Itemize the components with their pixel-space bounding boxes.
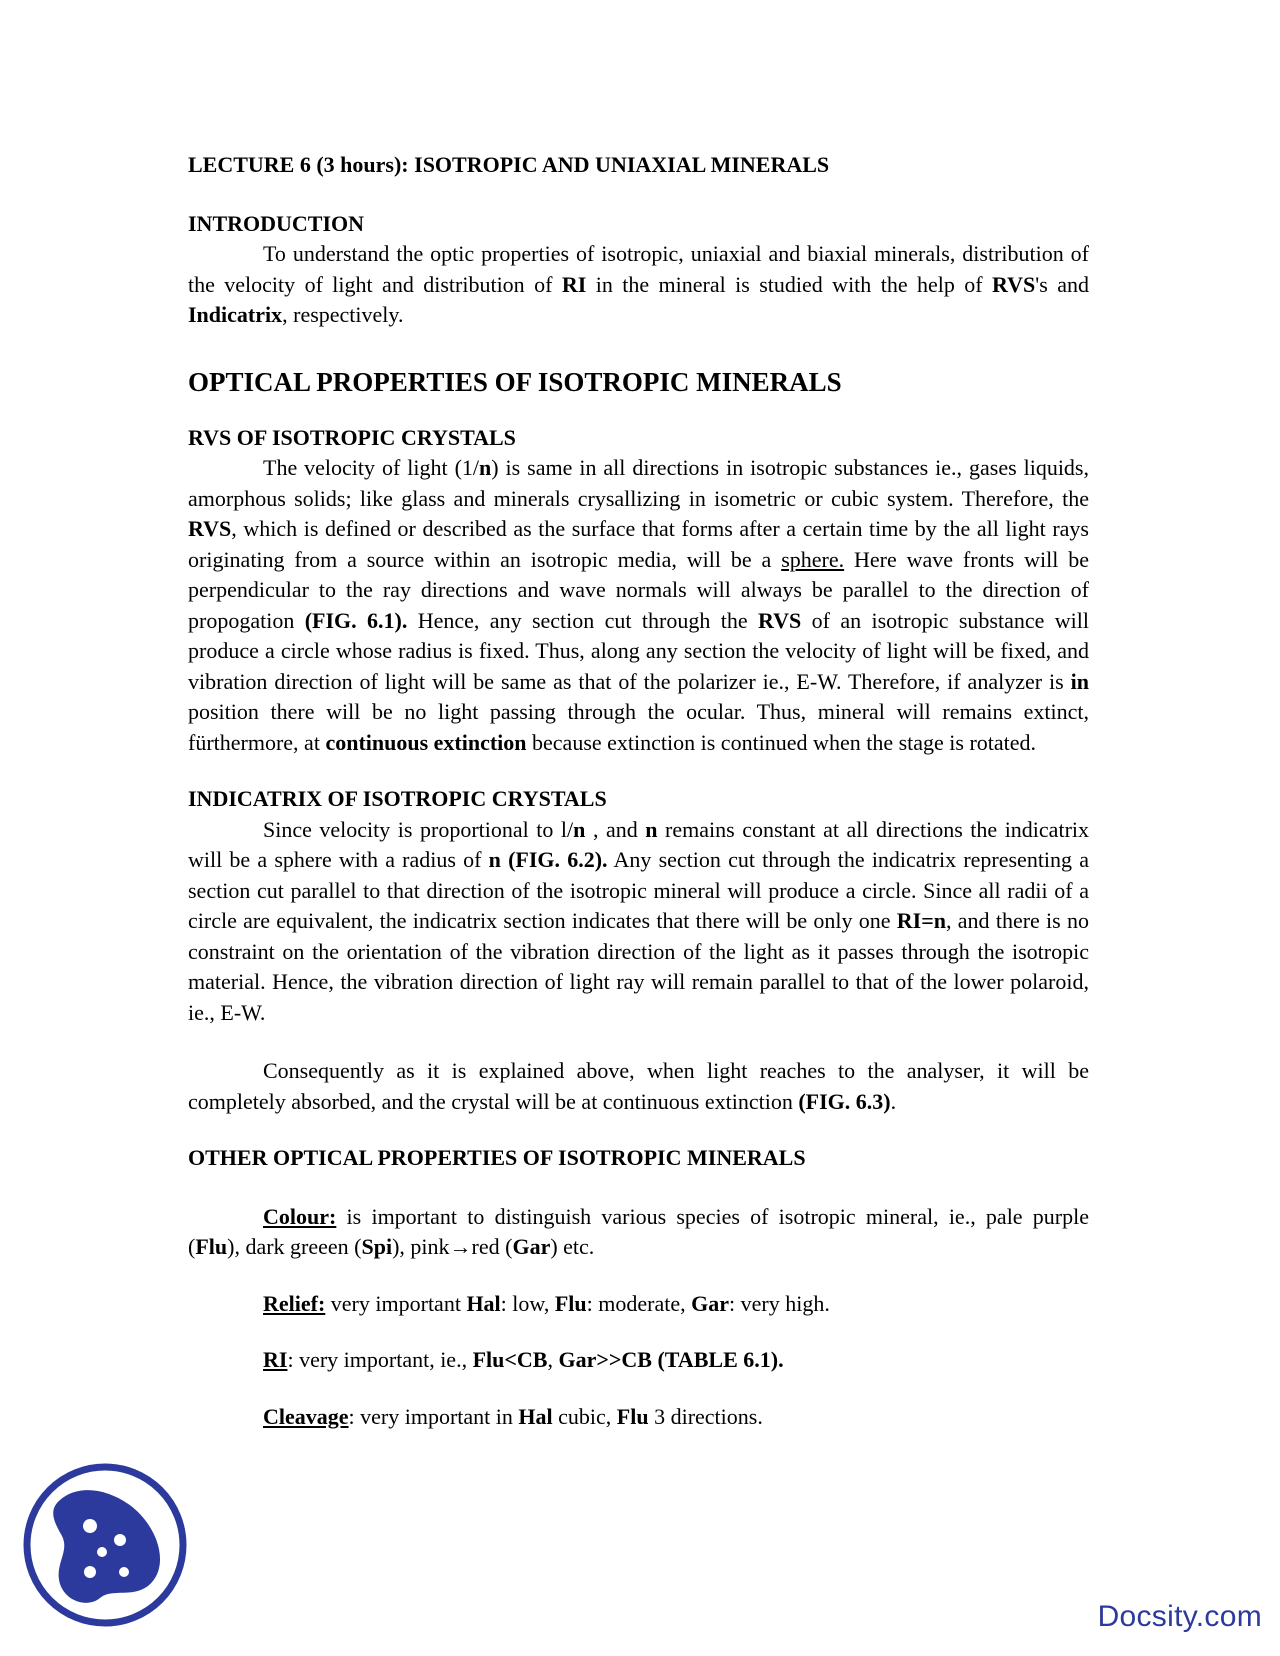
introduction-heading: INTRODUCTION bbox=[188, 210, 365, 236]
docsity-brand-link[interactable]: Docsity.com bbox=[1097, 1600, 1262, 1633]
other-properties-heading: OTHER OPTICAL PROPERTIES OF ISOTROPIC MINERALS bbox=[188, 1145, 806, 1170]
consequently-paragraph: Consequently as it is explained above, when light reaches to the analyser, it will be completely absorbed, and the crystal will be at continuous extinction (FIG. 6.3). bbox=[188, 1058, 1089, 1114]
lecture-title: LECTURE 6 (3 hours): ISOTROPIC AND UNIAXIAL MINERALS bbox=[188, 152, 830, 177]
document-body bbox=[188, 150, 1089, 1432]
indicatrix-paragraph: Since velocity is proportional to l/n , and n remains constant at all directions the indicatrix will be a sphere with a radius of n (FIG. 6.2). Any section cut through the indicatrix representing a section cut parallel to that direction of the isotropic mineral will produce a circle. Since all radii of a circle are equivalent, the indicatrix section indicates that there will be only one RI=n, and there is no constraint on the orientation of the vibration direction of the light as it passes through the isotropic material. Hence, the vibration direction of light ray will remain parallel to that of the lower polaroid, ie., E-W. bbox=[188, 816, 1090, 1025]
section-title-isotropic: OPTICAL PROPERTIES OF ISOTROPIC MINERALS bbox=[188, 366, 842, 397]
colour-paragraph: Colour: is important to distinguish various species of isotropic mineral, ie., pale purple (Flu), dark greeen (Spi), pink→red (Gar) etc. bbox=[188, 1203, 1089, 1259]
ri-paragraph: RI: very important, ie., Flu<CB, Gar>>CB (TABLE 6.1). bbox=[263, 1347, 784, 1372]
rvs-paragraph: The velocity of light (1/n) is same in all directions in isotropic substances ie., gases liquids, amorphous solids; like glass and minerals crysallizing in isometric or cubic system. Therefore, the RVS, which is defined or described as the surface that forms after a certain time by the all light rays originating from a source within an isotropic media, will be a sphere. Here wave fronts will be perpendicular to the ray directions and wave normals will always be parallel to the direction of propogation (FIG. 6.1). Hence, any section cut through the RVS of an isotropic substance will produce a circle whose radius is fixed. Thus, along any section the velocity of light will be fixed, and vibration direction of light will be same as that of the polarizer ie., E-W. Therefore, if analyzer is in position there will be no light passing through the ocular. Thus, mineral will remains extinct, fürthermore, at continuous extinction because extinction is continued when the stage is rotated. bbox=[188, 455, 1089, 755]
cleavage-paragraph: Cleavage: very important in Hal cubic, Flu 3 directions. bbox=[263, 1403, 763, 1429]
docsity-logo-icon[interactable] bbox=[20, 1460, 190, 1630]
indicatrix-heading: INDICATRIX OF ISOTROPIC CRYSTALS bbox=[188, 786, 607, 811]
introduction-paragraph: To understand the optic properties of isotropic, uniaxial and biaxial minerals, distribution of the velocity of light and distribution of RI in the mineral is studied with the help of RVS's and Indicatrix, respectively. bbox=[188, 241, 1089, 327]
relief-paragraph: Relief: very important Hal: low, Flu: moderate, Gar: very high. bbox=[263, 1290, 830, 1316]
rvs-heading: RVS OF ISOTROPIC CRYSTALS bbox=[188, 424, 516, 450]
